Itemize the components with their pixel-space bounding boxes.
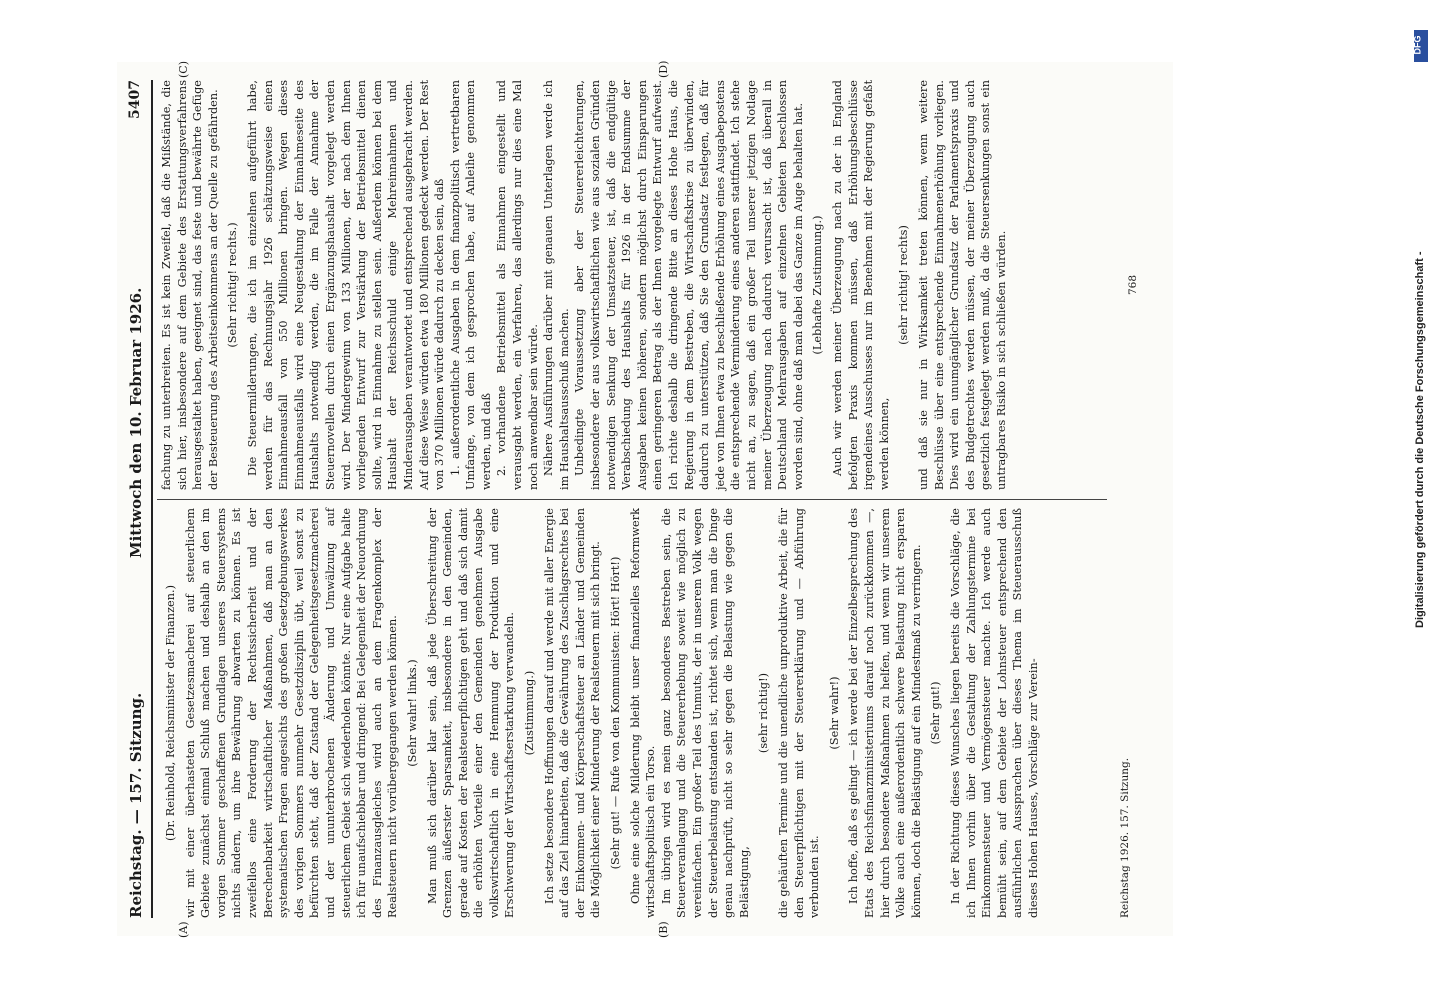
rotated-page-content (117, 62, 1173, 936)
right-column (159, 80, 1009, 490)
list-item: 1. außerordentliche Ausgaben in dem finanzpolitisch vertretbaren Umfange, von dem ich gesprochen habe, auf Anleihe genommen werden, und daß (448, 80, 493, 490)
footer-folio: 768 (1127, 274, 1139, 296)
digitization-stamp: Digitalisierung gefördert durch die Deutsche Forschungsgemeinschaft - (1414, 251, 1426, 628)
paragraph: Im übrigen wird es mein ganz besonderes Bestreben sein, die Steuerveranlagung und die Steuererhebung soweit wie möglich zu vereinfachen. Ein großer Teil des Unmuts, der in unserem Volk wegen der Steuerbelastung entstanden ist, richtet sich, wenn man die Dinge genau nachprüft, nicht so sehr gegen die Belastung wie gegen die Belästigung, (659, 508, 751, 918)
page-header (125, 80, 151, 918)
interjection: (Lebhafte Zustimmung.) (811, 215, 825, 355)
header-session: Reichstag. — 157. Sitzung. (127, 692, 145, 918)
paragraph: die gehäuften Termine und die unendliche unproduktive Arbeit, die für den Steuerpflichtigen mit der Steuererklärung und — Abführung verbunden ist. (776, 508, 822, 918)
left-column (159, 508, 1041, 918)
interjection: (sehr richtig! rechts) (897, 225, 911, 345)
paragraph: fachung zu unterbreiten. Es ist kein Zweifel, daß die Mißstände, die sich hier, insbesondere auf dem Gebiete des Erstattungsverfahrens herausgestaltet haben, geeignet sind, das feste und bewährte Gefüge der Besteuerung des Arbeitseinkommens an der Quelle zu gefährden. (160, 80, 220, 490)
interjection: (Sehr gut! — Rufe von den Kommunisten: Hört! Hört!) (609, 556, 623, 870)
column-separator (157, 499, 1107, 500)
paragraph: Ohne eine solche Milderung bleibt unser finanzielles Reformwerk wirtschaftspolitisch ein Torso. (628, 508, 658, 918)
header-rule (151, 80, 153, 918)
paragraph: und daß sie nur in Wirksamkeit treten können, wenn weitere Beschlüsse über eine entsprechende Einnahmenerhöhung vorliegen. Dies wird ein unumgänglicher Grundsatz der Parlamentspraxis und des Budgetrechtes werden müssen, der meiner Überzeugung auch gesetzlich festgelegt werden muß, da die Steuersenkungen sonst ein untragbares Risiko in sich schließen würden. (916, 80, 1008, 490)
paragraph: In der Richtung dieses Wunsches liegen bereits die Vorschläge, die ich Ihnen vorhin über die Gestaltung der Zahlungstermine bei Einkommensteuer und Vermögensteuer machte. Ich werde auch bemüht sein, auf dem Gebiete der Lohnsteuer entsprechend den ausführlichen Aussprachen über dieses Thema im Steuerausschuß dieses Hohen Hauses, Vorschläge zur Verein- (948, 508, 1040, 918)
paragraph: Ich hoffe, daß es gelingt — ich werde bei der Einzelbesprechung des Etats des Reichsfinanzministeriums darauf noch zurückkommen —, hier durch besondere Maßnahmen zu helfen, und wenn wir unserem Volke auch eine außerordentlich schwere Belastung nicht ersparen können, doch die Belästigung auf ein Mindestmaß zu verringern. (847, 508, 923, 918)
interjection: (Sehr richtig! rechts.) (226, 222, 240, 348)
list-item: 2. vorhandene Betriebsmittel als Einnahmen eingestellt und verausgabt werden, ein Verfahren, das allerdings nur dies eine Mal noch anwendbar sein würde. (495, 80, 540, 490)
margin-marker-c: (C) (177, 61, 190, 78)
dfg-logo: DFG (1414, 30, 1428, 62)
margin-marker-d: (D) (657, 60, 670, 78)
paragraph: Die Steuermilderungen, die ich im einzelnen aufgeführt habe, werden für das Rechnungsjahr 1926 schätzungsweise einen Einnahmeausfall von 550 Millionen bringen. Wegen dieses Einnahmeausfalls wird eine Neugestaltung der Einnahmeseite des Haushalts notwendig werden, die im Falle der Annahme der Steuernovellen durch einen Ergänzungshaushalt vorgelegt werden wird. Der Mindergewinn von 133 Millionen, der nach dem Ihnen vorliegenden Entwurf zur Verstärkung der Betriebsmittel dienen sollte, wird in Einnahme zu stellen sein. Außerdem können bei dem Haushalt der Reichsschuld einige Mehreinnahmen und Minderausgaben verantwortet und entsprechend ausgebracht werden. Auf diese Weise würden etwa 180 Millionen gedeckt werden. Der Rest von 370 Millionen würde dadurch zu decken sein, daß (245, 80, 447, 490)
page-number: 5407 (127, 80, 143, 119)
interjection: (sehr richtig!) (757, 672, 771, 754)
paragraph: Man muß sich darüber klar sein, daß jede Überschreitung der Grenzen äußerster Sparsamkeit, insbesondere in den Gemeinden, gerade auf Kosten der Realsteuerpflichtigen geht und daß sich damit die erhöhten Vorteile einer den Gemeinden genehmen Ausgabe volkswirtschaftlich in eine Hemmung der Produktion und eine Erschwerung der Wirtschaftserstarkung verwandeln. (425, 508, 517, 918)
interjection: (Sehr wahr! links.) (405, 659, 419, 767)
paragraph: Nähere Ausführungen darüber mit genauen Unterlagen werde ich im Haushaltsausschuß machen. (542, 80, 571, 490)
header-date: Mittwoch den 10. Februar 1926. (127, 287, 145, 558)
interjection: (Zustimmung.) (523, 670, 537, 756)
scanned-page (117, 62, 1173, 936)
footer-reference: Reichstag 1926. 157. Sitzung. (1119, 757, 1131, 918)
interjection: (Sehr wahr!) (827, 676, 841, 750)
paragraph: wir mit einer überhasteten Gesetzesmacherei auf steuerlichem Gebiete zunächst einmal Schluß machen und deshalb an den im vorigen Sommer geschaffenen Grundlagen unseres Steuersystems nichts ändern, um ihre Bewährung abwarten zu können. Es ist zweifellos eine Forderung der Rechtssicherheit und der Berechenbarkeit wirtschaftlicher Maßnahmen, daß man an den systematischen Fragen angesichts des großen Gesetzgebungswerkes des vorigen Sommers nunmehr Gesetzdisziplin übt, weil sonst zu befürchten steht, daß der Zustand der Gelegenheitsgesetzmacherei und der ununterbrochenen Änderung und Umwälzung auf steuerlichem Gebiet sich wiederholen könnte. Nur eine Aufgabe halte ich für unaufschiebbar und dringend: Bei Gelegenheit der Neuordnung des Finanzausgleiches wird auch an dem Fragenkomplex der Realsteuern nicht vorübergegangen werden können. (183, 508, 400, 918)
paragraph: Ich setze besondere Hoffnungen darauf und werde mit aller Energie auf das Ziel hinarbeiten, daß die Gewährung des Zuschlagsrechtes bei der Einkommen- und Körperschaftsteuer an Länder und Gemeinden die Möglichkeit einer Minderung der Realsteuern mit sich bringt. (542, 508, 603, 918)
paragraph: Auch wir werden meiner Überzeugung nach zu der in England befolgten Praxis kommen müssen, daß Erhöhungsbeschlüsse irgendeines Ausschusses nur im Benehmen mit der Regierung gefaßt werden können, (830, 80, 891, 490)
digitization-credit (1412, 30, 1430, 630)
margin-marker-a: (A) (177, 921, 190, 938)
paragraph: Unbedingte Voraussetzung aber der Steuererleichterungen, insbesondere der aus volkswirtschaftlichen wie aus sozialen Gründen notwendigen Senkung der Umsatzsteuer, ist, daß die endgültige Verabschiedung des Haushalts für 1926 in der Endsumme der Ausgaben keinen höheren, sondern möglichst durch Einsparungen einen geringeren Betrag als der Ihnen vorgelegte Entwurf aufweist. Ich richte deshalb die dringende Bitte an dieses Hohe Haus, die Regierung in dem Bestreben, die Wirtschaftskrise zu überwinden, dadurch zu unterstützen, daß Sie den Grundsatz festlegen, daß für jede von Ihnen etwa zu beschließende Erhöhung eines Ausgabepostens die entsprechende Verminderung eines anderen stattfindet. Ich stehe nicht an, zu sagen, daß ein großer Teil unserer jetzigen Notlage meiner Überzeugung nach dadurch verursacht ist, daß überall in Deutschland Mehrausgaben auf einzelnen Gebieten beschlossen worden sind, ohne daß man dabei das Ganze im Auge behalten hat. (573, 80, 805, 490)
margin-marker-b: (B) (657, 921, 670, 938)
interjection: (Sehr gut!) (929, 681, 943, 745)
speaker-line: (Dr. Reinhold, Reichsminister der Finanzen.) (164, 585, 177, 841)
